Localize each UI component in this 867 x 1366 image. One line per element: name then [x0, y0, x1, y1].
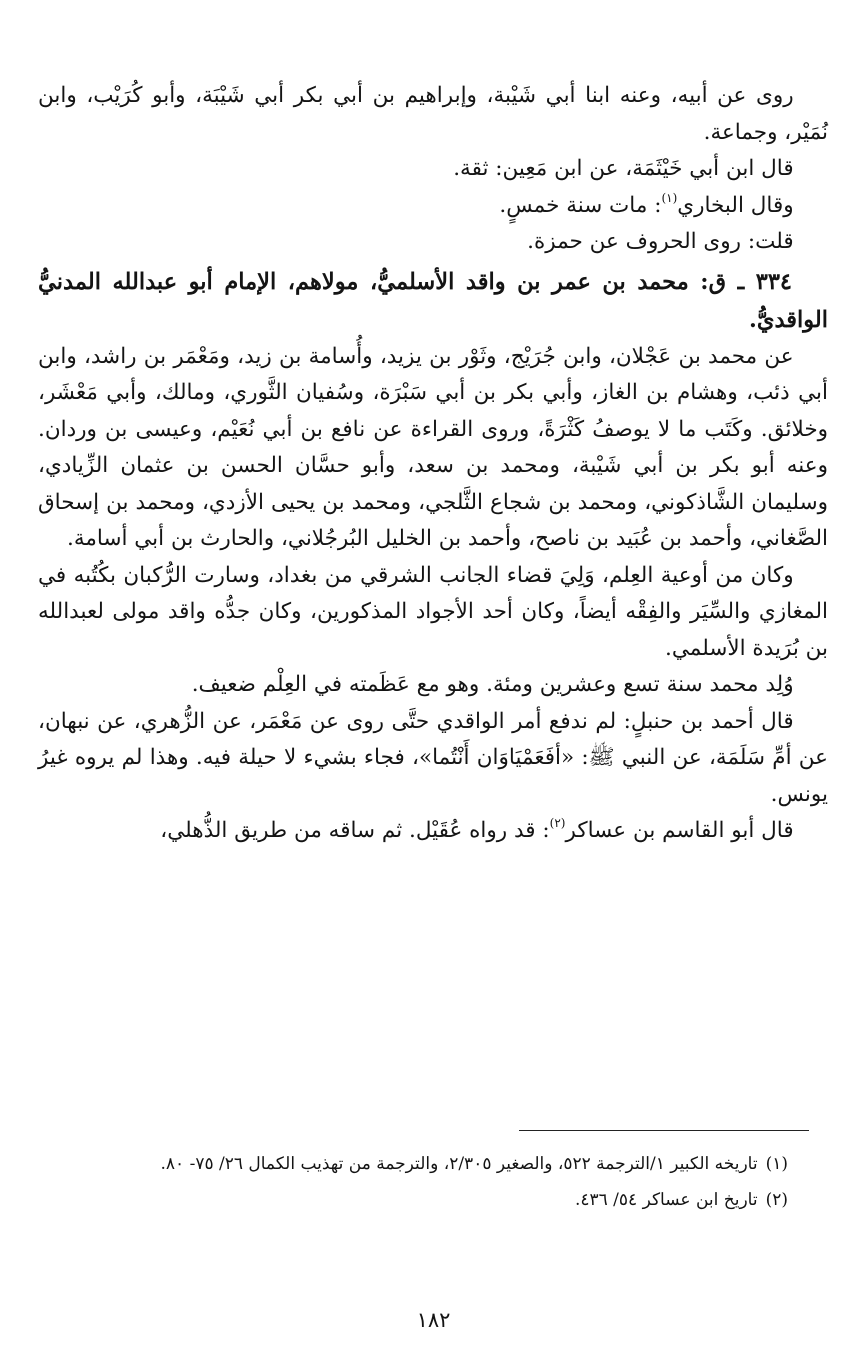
page-number: ١٨٢: [416, 1308, 451, 1332]
footnote-text: تاريخه الكبير ١/الترجمة ٥٢٢، والصغير ٢/٣٠٥، والترجمة من تهذيب الكمال ٢٦/ ٧٥- ٨٠.: [160, 1154, 758, 1174]
entry-heading: [38, 263, 828, 339]
paragraph: وُلِد محمد سنة تسع وعشرين ومئة. وهو مع عَظَمته في العِلْم ضعيف.: [191, 672, 794, 697]
footnote-ref[interactable]: (١): [661, 190, 678, 205]
paragraph: قلت: روى الحروف عن حمزة.: [527, 229, 794, 254]
footnote-number: (٢): [765, 1190, 788, 1210]
entry-number: ٣٣٤ ـ ق:: [700, 268, 792, 295]
paragraph: روى عن أبيه، وعنه ابنا أبي شَيْبة، وإبراهيم بن أبي بكر أبي شَيْبَة، وأبو كُرَيْب، وابن نُمَيْر، وجماعة.: [38, 83, 828, 145]
asakir-text: قال أبو القاسم بن عساكر: [565, 818, 794, 843]
footnotes: [40, 1150, 788, 1222]
footnote-separator: [519, 1130, 809, 1131]
paragraph: [38, 188, 828, 225]
bukhari-text: : مات سنة خمسٍ.: [499, 192, 662, 218]
asakir-text: : قد رواه عُقَيْل. ثم ساقه من طريق الذُّهلي،: [160, 818, 550, 843]
footnote-number: (١): [765, 1154, 788, 1174]
footnote-ref[interactable]: (٢): [549, 816, 566, 830]
entry-title: محمد بن عمر بن واقد الأسلميُّ، مولاهم، الإمام أبو عبدالله المدنيُّ الواقديُّ.: [38, 268, 828, 333]
paragraph: قال أحمد بن حنبلٍ: لم ندفع أمر الواقدي حتَّى روى عن مَعْمَر، عن الزُّهري، عن نبهان، عن أمِّ سَلَمَة، عن النبي ﷺ: «أفَعَمْيَاوَان أَنْتُما»، فجاء بشيء لا حيلة فيه. وهذا لم يروه غيرُ يونس.: [38, 708, 828, 807]
footnote-text: تاريخ ابن عساكر ٥٤/ ٤٣٦.: [574, 1190, 758, 1210]
footnote: [40, 1150, 788, 1179]
bukhari-text: وقال البخاري: [677, 192, 794, 218]
paragraph: وكان من أوعية العِلم، وَلِيَ قضاء الجانب الشرقي من بغداد، وسارت الرُّكبان بكُتُبه في المغازي والسِّيَر والفِقْه أيضاً، وكان أحد الأجواد المذكورين، وكان جدُّه واقد مولى لعبدالله بن بُرَيدة الأسلمي.: [38, 562, 828, 661]
footnote: [40, 1186, 788, 1215]
paragraph: [38, 813, 828, 850]
main-text: [38, 78, 828, 850]
paragraph: عن محمد بن عَجْلان، وابن جُرَيْج، وثَوْر بن يزيد، وأُسامة بن زيد، ومَعْمَر بن راشد، وابن أبي ذئب، وهشام بن الغاز، وأبي بكر بن أبي سَبْرَة، وسُفيان الثَّوري، ومالك، وأبي مَعْشَر، وخلائق. وكَتَب ما لا يوصفُ كَثْرَةً، وروى القراءة عن نافع بن أبي نُعَيْم، وعيسى بن وردان. وعنه أبو بكر بن أبي شَيْبة، ومحمد بن سعد، وأبو حسَّان الحسن بن عثمان الزِّيادي، وسليمان الشَّاذكوني، ومحمد بن شجاع الثَّلجي، ومحمد بن يحيى الأزدي، ومحمد بن إسحاق الصَّغاني، وأحمد بن عُبَيد بن ناصح، وأحمد بن الخليل البُرجُلاني، والحارث بن أبي أسامة.: [38, 343, 828, 551]
paragraph: قال ابن أبي خَيْثَمَة، عن ابن مَعِين: ثقة.: [453, 156, 794, 181]
